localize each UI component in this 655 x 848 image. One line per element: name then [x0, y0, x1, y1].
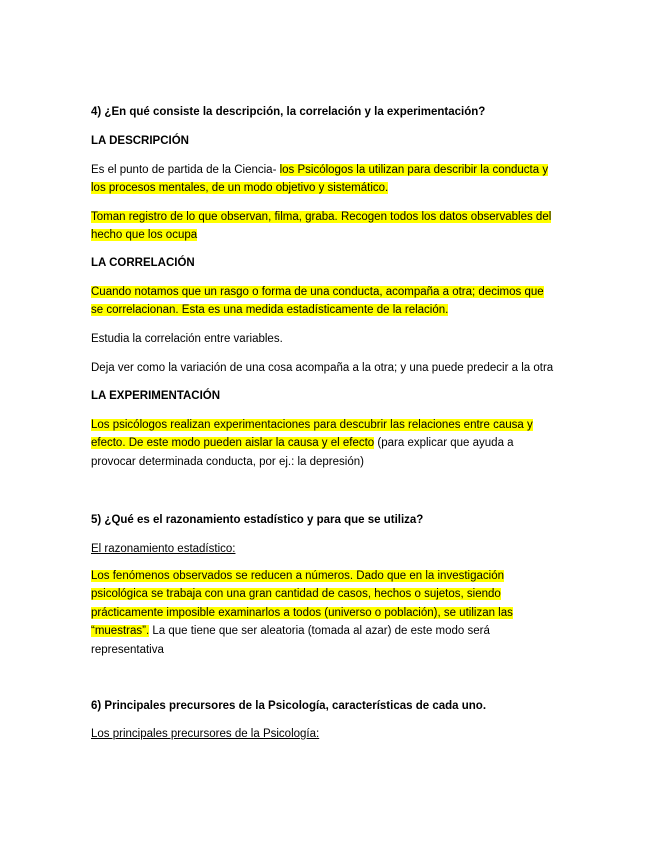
text: La que tiene que ser aleatoria (tomada al azar) de este modo será	[149, 625, 490, 638]
subheading-precursores: Los principales precursores de la Psicología:	[91, 728, 320, 740]
paragraph-experimentacion-1	[91, 416, 533, 471]
heading-experimentacion: LA EXPERIMENTACIÓN	[91, 390, 221, 402]
paragraph-correlacion-1	[91, 283, 544, 320]
highlighted-text: Toman registro de lo que observan, filma, graba. Recogen todos los datos observables del	[91, 211, 552, 223]
highlighted-text: hecho que los ocupa	[91, 229, 198, 242]
highlighted-text: se correlacionan. Esta es una medida estadísticamente de la relación.	[91, 304, 449, 317]
text: Es el punto de partida de la Ciencia-	[91, 164, 280, 176]
highlighted-text: Los psicólogos realizan experimentaciones para descubrir las relaciones entre causa y	[91, 419, 533, 431]
text: representativa	[91, 643, 164, 656]
paragraph-descripcion-1	[91, 161, 548, 198]
text: (para explicar que ayuda a	[374, 437, 514, 450]
question-5-title: 5) ¿Qué es el razonamiento estadístico y para que se utiliza?	[91, 514, 424, 526]
highlighted-text: prácticamente imposible examinarlos a todos (universo o población), se utilizan las	[91, 606, 513, 619]
paragraph-razonamiento-1	[91, 567, 513, 659]
paragraph-correlacion-3: Deja ver como la variación de una cosa acompaña a la otra; y una puede predecir a la otra	[91, 362, 554, 374]
paragraph-correlacion-2: Estudia la correlación entre variables.	[91, 333, 283, 345]
question-6-title: 6) Principales precursores de la Psicología, características de cada uno.	[91, 700, 487, 712]
paragraph-descripcion-2	[91, 208, 551, 245]
highlighted-text: Cuando notamos que un rasgo o forma de una conducta, acompaña a otra; decimos que	[91, 286, 544, 298]
text: provocar determinada conducta, por ej.: la depresión)	[91, 455, 364, 468]
subheading-razonamiento: El razonamiento estadístico:	[91, 543, 236, 555]
highlighted-text: “muestras”.	[91, 625, 150, 638]
highlighted-text: Los fenómenos observados se reducen a números. Dado que en la investigación	[91, 570, 504, 582]
highlighted-text: efecto. De este modo pueden aislar la causa y el efecto	[91, 437, 375, 450]
question-4-title: 4) ¿En qué consiste la descripción, la correlación y la experimentación?	[91, 106, 486, 118]
heading-correlacion: LA CORRELACIÓN	[91, 257, 195, 269]
heading-descripcion: LA DESCRIPCIÓN	[91, 135, 189, 147]
highlighted-text: los procesos mentales, de un modo objetivo y sistemático.	[91, 182, 389, 195]
highlighted-text: los Psicólogos la utilizan para describir la conducta y	[279, 164, 549, 176]
highlighted-text: psicológica se trabaja con una gran cantidad de casos, hechos o sujetos, siendo	[91, 588, 501, 601]
